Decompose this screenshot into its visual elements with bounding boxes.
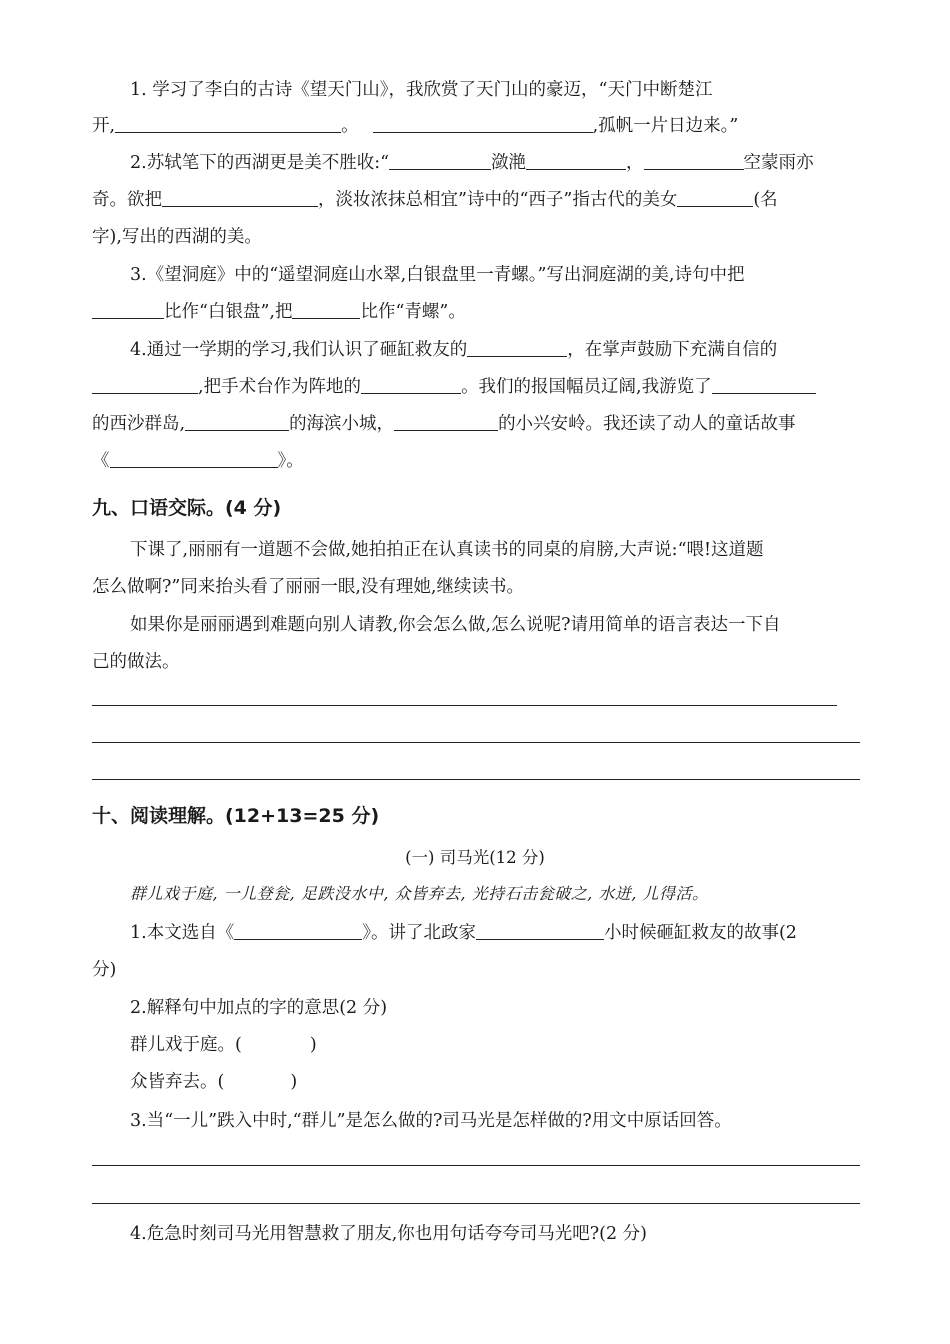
q10-3: 3.当“一儿”跌入中时,“群儿”是怎么做的?司马光是怎样做的?用文中原话回答。 [130,1111,732,1131]
fill-blank[interactable] [373,114,593,133]
q8-3-line1: 3.《望洞庭》中的“遥望洞庭山水翠,白银盘里一青螺。”写出洞庭湖的美,诗句中把 [130,265,745,285]
q8-2-line1: 2.苏轼笔下的西湖更是美不胜收:“ 潋滟 ， 空蒙雨亦 [130,144,860,182]
q8-1-line2: 开, 。 ,孤帆一片日边来。” [92,107,860,145]
fill-blank[interactable] [185,412,289,431]
classical-passage: 群儿戏于庭, 一儿登瓮, 足跌没水中, 众皆弃去, 光持石击瓮破之, 水迸, 儿得活。 [130,884,709,903]
section-9-para1-line2: 怎么做啊?”同来抬头看了丽丽一眼,没有理她,继续读书。 [92,577,524,597]
answer-line[interactable] [92,705,837,706]
answer-line[interactable] [92,1165,860,1166]
q8-4-line3: 的西沙群岛, 的海滨小城， 的小兴安岭。我还读了动人的童话故事 [92,405,860,443]
fill-blank[interactable] [92,300,164,319]
q8-4-line4: 《 》。 [92,442,860,480]
fill-blank[interactable] [467,338,567,357]
fill-blank[interactable] [644,151,744,170]
section-9-para2-line2: 己的做法。 [92,652,180,672]
fill-blank[interactable] [110,449,278,468]
fill-blank[interactable] [115,114,341,133]
q8-4-line1: 4.通过一学期的学习,我们认识了砸缸救友的 ，在掌声鼓励下充满自信的 [130,331,860,369]
q8-3-line2: 比作“白银盘”,把 比作“青螺”。 [92,293,860,331]
fill-blank[interactable] [394,412,498,431]
q8-2-line3: 字),写出的西湖的美。 [92,227,262,247]
passage-title: (一) 司马光(12 分) [405,848,545,867]
fill-blank[interactable] [389,151,491,170]
q8-1-line1: 1. 学习了李白的古诗《望天门山》，我欣赏了天门山的豪迈，“天门中断楚江 [130,80,713,100]
q10-1-line1: 1.本文选自《 》。讲了北政家 小时候砸缸救友的故事(2 [130,914,860,952]
section-9-para1-line1: 下课了,丽丽有一道题不会做,她拍拍正在认真读书的同桌的肩膀,大声说:“喂!这道题 [130,540,764,560]
fill-blank[interactable] [476,921,604,940]
q10-2-item-b: 众皆弃去。( ) [130,1072,298,1092]
fill-blank[interactable] [92,375,198,394]
answer-line[interactable] [92,742,860,743]
fill-blank[interactable] [712,375,816,394]
fill-blank[interactable] [292,300,360,319]
q10-2-item-a: 群儿戏于庭。( ) [130,1035,317,1055]
q10-1-line2: 分) [92,960,117,980]
fill-blank[interactable] [162,188,318,207]
q10-4: 4.危急时刻司马光用智慧救了朋友,你也用句话夸夸司马光吧?(2 分) [130,1224,647,1244]
section-10-heading: 十、阅读理解。(12+13=25 分) [92,805,380,827]
fill-blank[interactable] [677,188,753,207]
fill-blank[interactable] [526,151,626,170]
q8-2-line2: 奇。欲把 ，淡妆浓抹总相宜”诗中的“西子”指古代的美女 (名 [92,181,860,219]
q10-2-title: 2.解释句中加点的字的意思(2 分) [130,998,388,1018]
section-9-heading: 九、口语交际。(4 分) [92,497,282,519]
answer-line[interactable] [92,779,860,780]
answer-line[interactable] [92,1203,860,1204]
section-9-para2-line1: 如果你是丽丽遇到难题向别人请教,你会怎么做,怎么说呢?请用简单的语言表达一下自 [130,615,781,635]
q8-4-line2: ,把手术台作为阵地的 。我们的报国幅员辽阔,我游览了 [92,368,860,406]
fill-blank[interactable] [361,375,461,394]
fill-blank[interactable] [234,921,362,940]
